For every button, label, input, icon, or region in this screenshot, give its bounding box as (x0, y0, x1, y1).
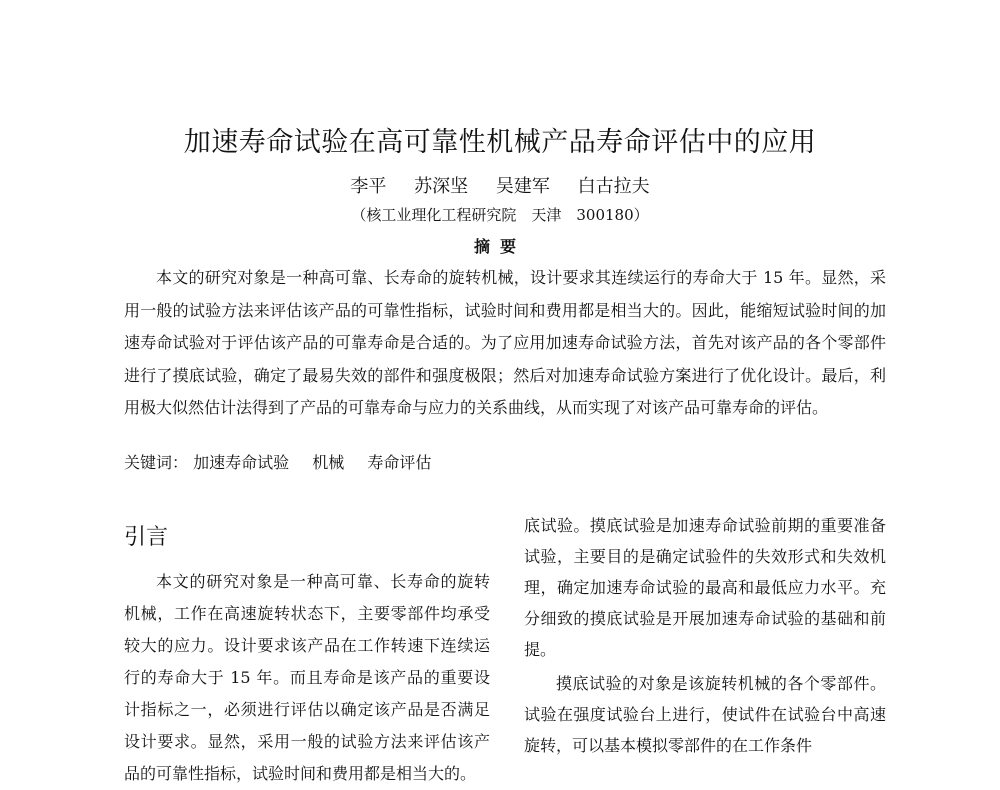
author-name: 白古拉夫 (577, 176, 650, 197)
author-list (0, 172, 1000, 198)
paper-title: 加速寿命试验在高可靠性机械产品寿命评估中的应用 (183, 127, 817, 158)
intro-right-paragraph-2: 摸底试验的对象是该旋转机械的各个零部件。试验在强度试验台上进行，使试件在试验台中高速旋转，可以基本模拟零部件的在工作条件 (524, 674, 886, 755)
section-heading-introduction: 引言 (124, 525, 169, 550)
affiliation: （核工业理化工程研究院 天津 300180） (351, 206, 649, 224)
keyword: 加速寿命试验 (193, 453, 290, 472)
keywords-label: 关键词： (124, 453, 189, 472)
keyword: 寿命评估 (367, 453, 432, 472)
abstract-text: 本文的研究对象是一种高可靠、长寿命的旋转机械，设计要求其连续运行的寿命大于 15 年。显然，采用一般的试验方法来评估该产品的可靠性指标，试验时间和费用都是相当大的。因此，能缩短试验时间的加速寿命试验对于评估该产品的可靠寿命是合适的。为了应用加速寿命试验方法，首先对该产品的各个零部件进行了摸底试验，确定了最易失效的部件和强度极限；然后对加速寿命试验方案进行了优化设计。最后，利用极大似然估计法得到了产品的可靠寿命与应力的关系曲线，从而实现了对该产品可靠寿命的评估。 (124, 268, 886, 417)
intro-left-column: 本文的研究对象是一种高可靠、长寿命的旋转机械，工作在高速旋转状态下，主要零部件均承受较大的应力。设计要求该产品在工作转速下连续运行的寿命大于 15 年。而且寿命是该产品的重要设计指标之一，必须进行评估以确定该产品是否满足设计要求。显然，采用一般的试验方法来评估该产品的可靠性指标，试验时间和费用都是相当大的。 (124, 572, 490, 783)
keywords-line (124, 450, 449, 473)
intro-right-paragraph-1: 底试验。摸底试验是加速寿命试验前期的重要准备试验，主要目的是确定试验件的失效形式和失效机理，确定加速寿命试验的最高和最低应力水平。充分细致的摸底试验是开展加速寿命试验的基础和前提。 (524, 516, 886, 659)
author-name: 李平 (350, 176, 387, 197)
abstract-heading: 摘要 (473, 237, 526, 256)
author-name: 吴建军 (495, 176, 550, 197)
keyword: 机械 (312, 453, 345, 472)
author-name: 苏深坚 (414, 176, 469, 197)
